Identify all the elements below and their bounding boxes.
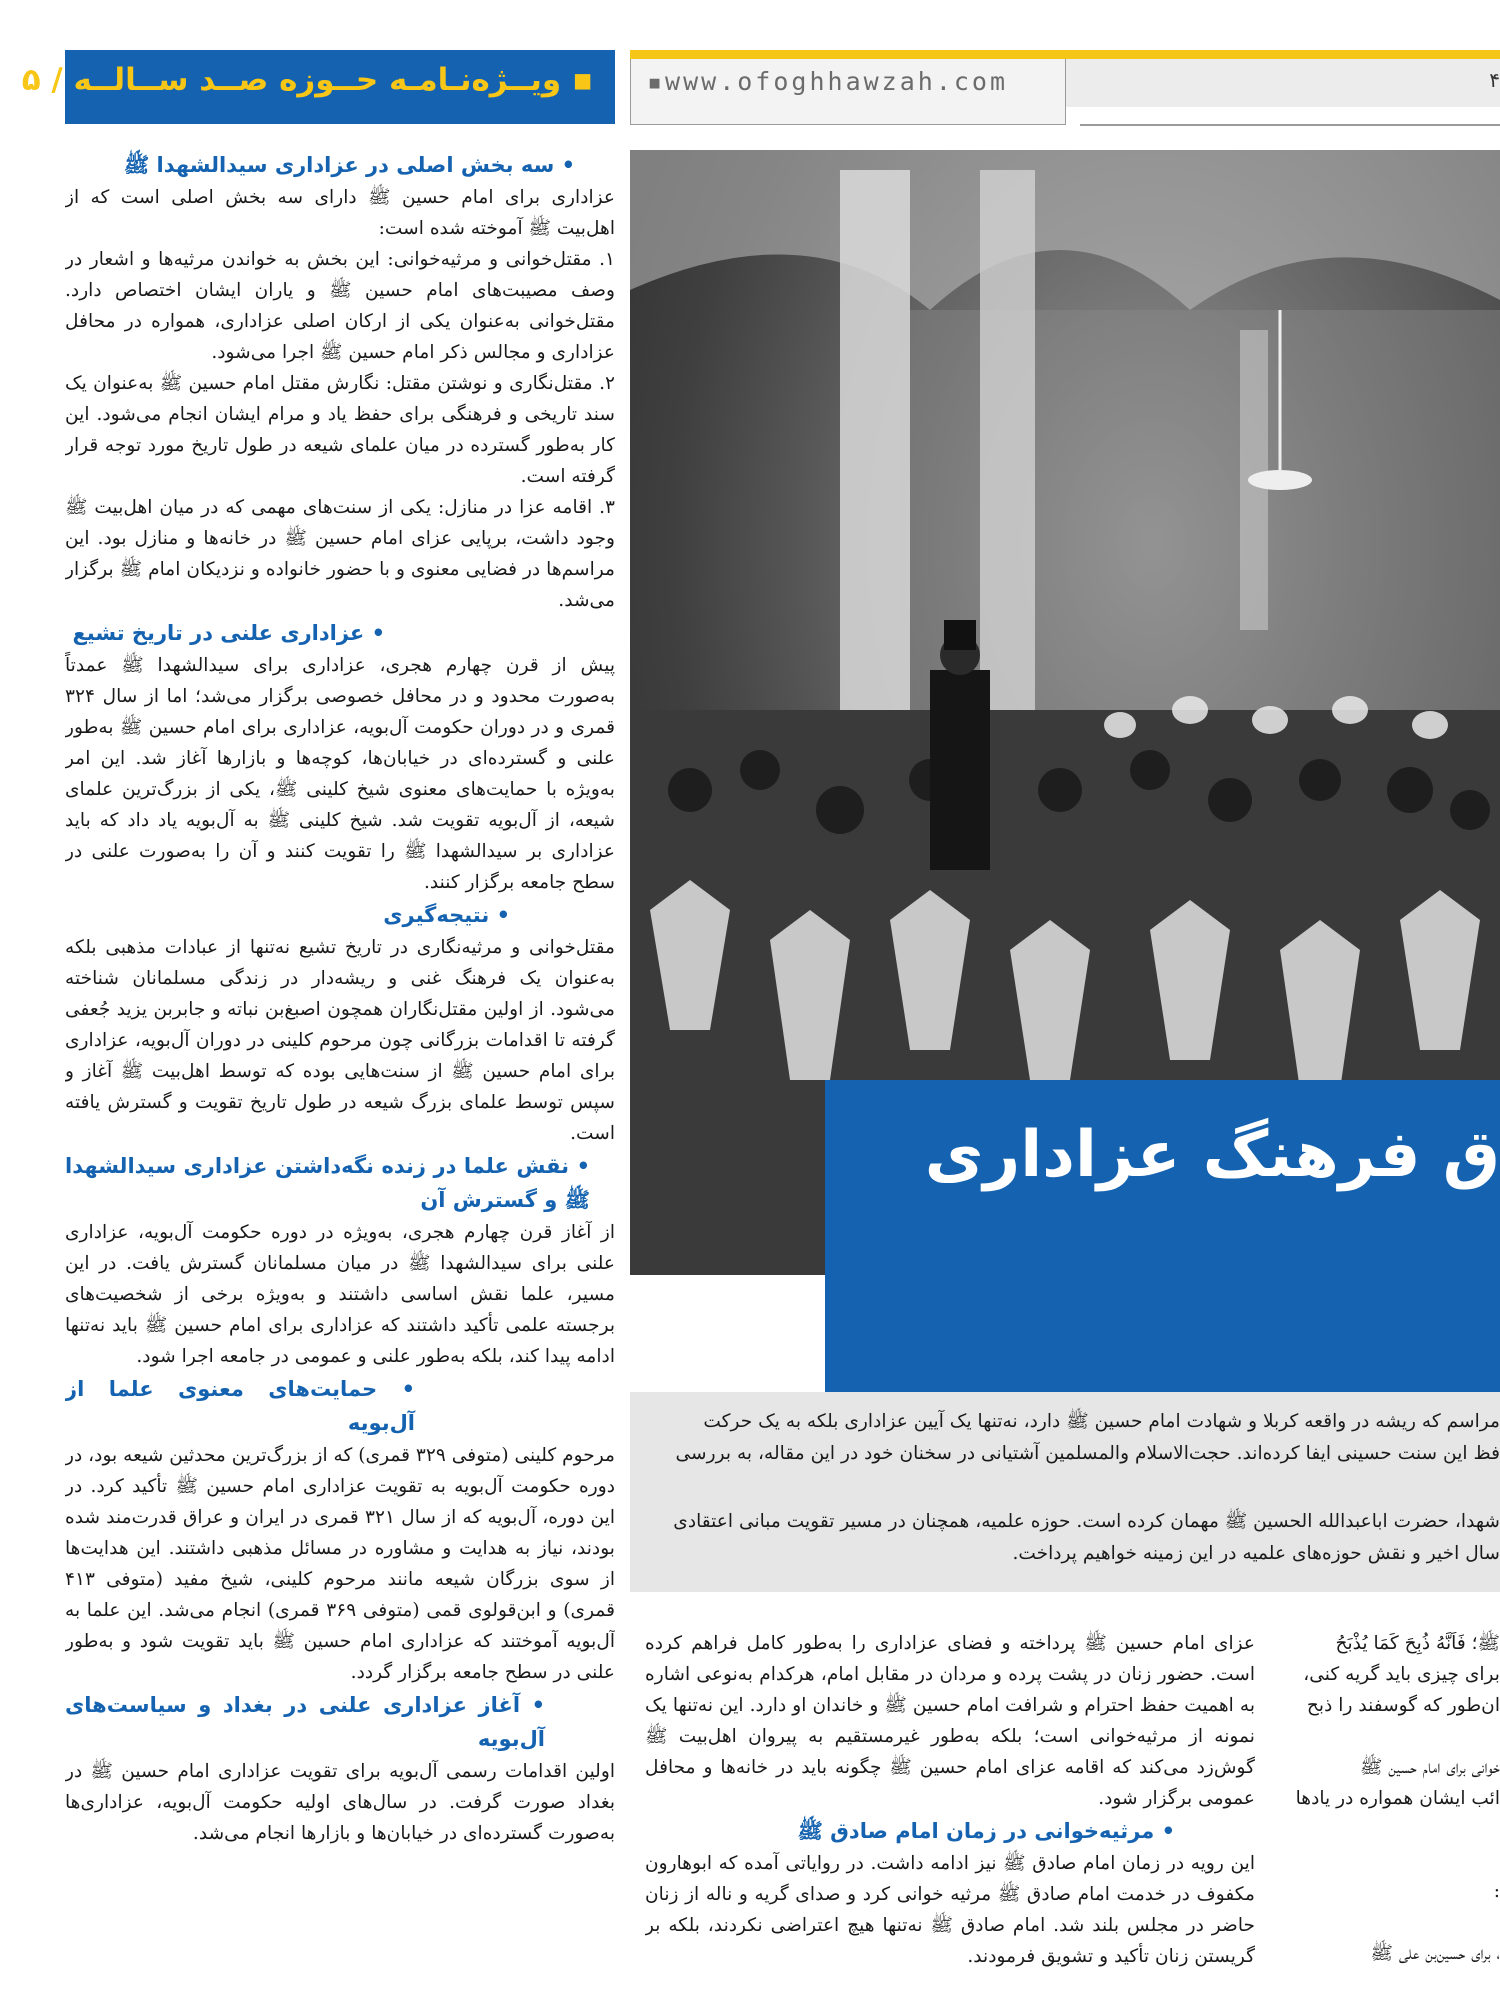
site-url[interactable]: ▪www.ofoghhawzah.com <box>647 67 1009 96</box>
header-gray-bar <box>1066 59 1500 107</box>
lead-line: مراسم که ریشه در واقعه کربلا و شهادت امام حسین ﷺ دارد، نه‌تنها یک آیین عزاداری بلکه به یک حرکت <box>703 1411 1500 1432</box>
url-box <box>630 59 1066 125</box>
section-heading: • مرثیه‌خوانی در زمان امام صادق ﷺ <box>797 1819 1175 1843</box>
feature-title-box <box>825 1080 1500 1392</box>
section-heading: • نتیجه‌گیری <box>383 903 510 927</box>
section-heading: • عزاداری علنی در تاریخ تشیع <box>72 621 385 645</box>
text-line: خوانی برای امام حسین ﷺ <box>1359 1757 1500 1778</box>
section-heading: • آغاز عزاداری علنی در بغداد و سیاست‌های آل‌بویه <box>65 1693 545 1751</box>
text-line: ان‌طور که گوسفند را ذبح <box>1306 1695 1500 1716</box>
feature-title: ق فرهنگ عزاداری <box>924 1118 1500 1192</box>
paragraph: پیش از قرن چهارم هجری، عزاداری برای سیدالشهدا ﷺ عمدتاً به‌صورت محدود و در محافل خصوصی برگزار می‌شد؛ اما از سال ۳۲۴ قمری و در دوران حکومت آل‌بویه، عزاداری برای امام حسین ﷺ به‌طور علنی و گسترده‌ای در خیابان‌ها، کوچه‌ها و بازارها آغاز شد. این امر به‌ویژه با حمایت‌های معنوی شیخ کلینی ﷺ، یکی از بزرگ‌ترین علمای شیعه، از آل‌بویه تقویت شد. شیخ کلینی ﷺ به آل‌بویه یاد داد که باید عزاداری بر سیدالشهدا ﷺ را تقویت کنند و آن را به‌صورت علنی در سطح جامعه برگزار کنند. <box>65 655 615 893</box>
section-heading: • نقش علما در زنده نگه‌داشتن عزاداری سیدالشهدا ﷺ و گسترش آن <box>65 1154 590 1212</box>
section-banner <box>21 50 615 124</box>
lead-line: شهدا، حضرت اباعبدالله الحسین ﷺ مهمان کرده است. حوزه علمیه، همچنان در مسیر تقویت مبانی اعتقادی <box>673 1511 1500 1532</box>
lead-box <box>630 1392 1500 1592</box>
paragraph: مرحوم کلینی (متوفی ۳۲۹ قمری) که از بزرگ‌ترین محدثین شیعه بود، در دوره حکومت آل‌بویه به تقویت عزاداری امام حسین ﷺ تأکید کرد. در این دوره، آل‌بویه که از سال ۳۲۱ قمری در ایران و عراق قدرت‌مند شده بودند، نیاز به هدایت و مشاوره در مسائل مذهبی داشتند. این هدایت‌ها از سوی بزرگان شیعه مانند مرحوم کلینی، شیخ مفید (متوفی ۴۱۳ قمری) و ابن‌قولوی قمی (متوفی ۳۶۹ قمری) انجام می‌شد. این علما به آل‌بویه آموختند که عزاداری امام حسین ﷺ باید تقویت شود و به‌طور علنی در سطح جامعه برگزار گردد. <box>65 1445 615 1683</box>
paragraph: این رویه در زمان امام صادق ﷺ نیز ادامه داشت. در روایاتی آمده که ابوهارون مکفوف در خدمت امام صادق ﷺ مرثیه خوانی کرد و صدای گریه و ناله از زنان حاضر در مجلس بلند شد. امام صادق ﷺ نه‌تنها هیچ اعتراضی نکردند، بلکه بر گریستن زنان تأکید و تشویق فرمودند. <box>645 1853 1255 1967</box>
header-rule <box>1080 124 1500 126</box>
text-line: : <box>1493 1881 1500 1902</box>
header-accent-bar <box>630 50 1500 59</box>
paragraph: عزای امام حسین ﷺ پرداخته و فضای عزاداری را به‌طور کامل فراهم کرده است. حضور زنان در پشت پرده و مردان در مقابل امام، هرکدام به‌نوعی اشاره به اهمیت حفظ احترام و شرافت امام حسین ﷺ و خاندان او دارد. این نه‌تنها یک نمونه از مرثیه‌خوانی است؛ بلکه به‌طور غیرمستقیم به پیروان اهل‌بیت ﷺ گوش‌زد می‌کند که اقامه عزای امام حسین ﷺ چگونه باید در خانه‌ها و محافل عمومی برگزار شود. <box>645 1633 1255 1809</box>
text-line: ائب ایشان همواره در یادها <box>1295 1788 1500 1809</box>
lead-line: سال اخیر و نقش حوزه‌های علمیه در این زمینه خواهیم پرداخت. <box>1012 1543 1500 1564</box>
lead-line: فظ این سنت حسینی ایفا کرده‌اند. حجت‌الاسلام والمسلمین آشتیانی در سخنان خود در این مقاله، به بررسی <box>675 1443 1500 1464</box>
paragraph: ۱. مقتل‌خوانی و مرثیه‌خوانی: این بخش به خواندن مرثیه‌ها و اشعار در وصف مصیبت‌های امام حسین ﷺ و یاران ایشان اختصاص دارد. مقتل‌خوانی به‌عنوان یکی از ارکان اصلی عزاداری، همواره در محافل عزاداری و مجالس ذکر امام حسین ﷺ اجرا می‌شود. <box>65 249 615 363</box>
paragraph: از آغاز قرن چهارم هجری، به‌ویژه در دوره حکومت آل‌بویه، عزاداری علنی برای سیدالشهدا ﷺ در میان مسلمانان گسترش یافت. در این مسیر، علما نقش اساسی داشتند و به‌ویژه برخی از شخصیت‌های برجسته علمی تأکید داشتند که عزاداری برای امام حسین ﷺ باید نه‌تنها ادامه پیدا کند، بلکه به‌طور علنی و عمومی در جامعه اجرا شود. <box>65 1222 615 1367</box>
section-title: ▪ ویــژه‌نـامـه حــوزه صــد ســالــه / ۵ <box>21 62 593 98</box>
middle-article-column <box>645 1628 1255 2003</box>
left-article-column <box>65 148 615 2003</box>
paragraph: مقتل‌خوانی و مرثیه‌نگاری در تاریخ تشیع نه‌تنها از عبادات مذهبی بلکه به‌عنوان یک فرهنگ غنی و ریشه‌دار در زندگی مسلمانان شناخته می‌شود. از اولین مقتل‌نگاران همچون اصبغ‌بن نباته و جابربن یزید جُعفی گرفته تا اقدامات بزرگانی چون مرحوم کلینی در دوران آل‌بویه، عزاداری برای امام حسین ﷺ از سنت‌هایی بوده که توسط اهل‌بیت ﷺ آغاز و سپس توسط علمای بزرگ شیعه در طول تاریخ تقویت و گسترش یافته است. <box>65 937 615 1144</box>
paragraph: اولین اقدامات رسمی آل‌بویه برای تقویت عزاداری امام حسین ﷺ در بغداد صورت گرفت. در سال‌های اولیه حکومت آل‌بویه، عزاداری‌ها به‌صورت گسترده‌ای در خیابان‌ها و بازارها انجام می‌شد. <box>65 1761 615 1844</box>
paragraph: عزاداری برای امام حسین ﷺ دارای سه بخش اصلی است که از اهل‌بیت ﷺ آموخته شده است: <box>65 187 615 239</box>
section-heading: • حمایت‌های معنوی علما از آل‌بویه <box>65 1377 415 1435</box>
text-line: ، برای حسین‌بن علی ﷺ <box>1370 1943 1500 1964</box>
section-heading: • سه بخش اصلی در عزاداری سیدالشهدا ﷺ <box>123 153 575 177</box>
paragraph: ۳. اقامه عزا در منازل: یکی از سنت‌های مهمی که در میان اهل‌بیت ﷺ وجود داشت، برپایی عزای امام حسین ﷺ در خانه‌ها و منازل بود. این مراسم‌ها در فضایی معنوی و با حضور خانواده و نزدیکان امام ﷺ برگزار می‌شد. <box>65 497 615 611</box>
right-article-column <box>1265 1628 1500 2003</box>
page-number: ۴ <box>1489 68 1500 92</box>
paragraph: ۲. مقتل‌نگاری و نوشتن مقتل: نگارش مقتل امام حسین ﷺ به‌عنوان یک سند تاریخی و فرهنگی برای حفظ یاد و مرام ایشان انجام می‌شود. این کار به‌طور گسترده در میان علمای شیعه در طول تاریخ مورد توجه قرار گرفته است. <box>65 373 615 487</box>
text-line: برای چیزی باید گریه کنی، <box>1303 1664 1500 1685</box>
text-line: ﷺ؛ فَاَنَّهُ ذُبِحَ كَمَا يُذْبَحُ <box>1335 1633 1500 1654</box>
